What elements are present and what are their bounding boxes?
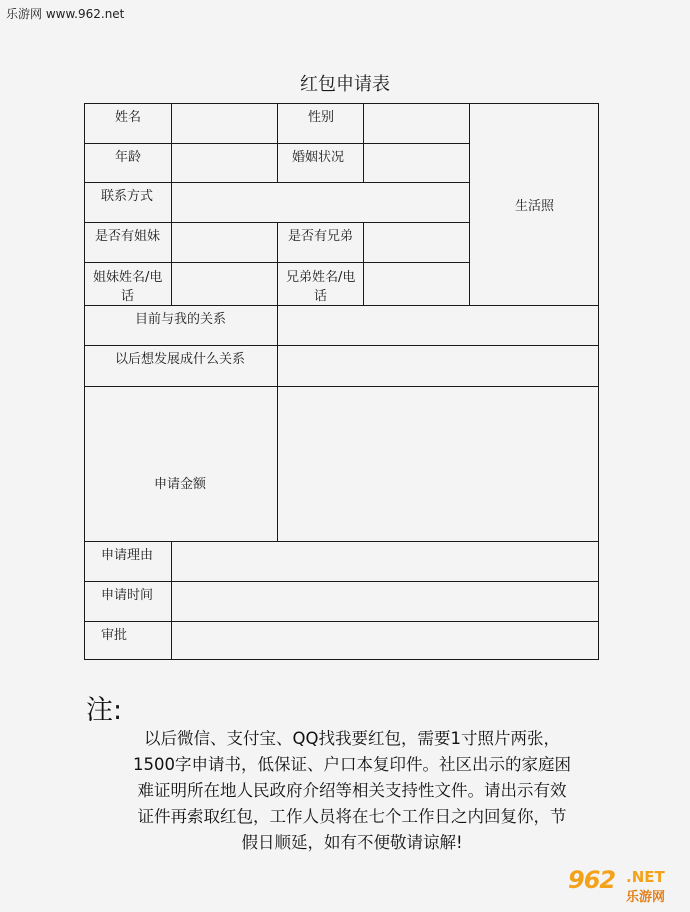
sister-contact-value-cell[interactable] — [171, 262, 277, 305]
name-value-cell[interactable] — [171, 103, 277, 143]
note-line: 难证明所在地人民政府介绍等相关支持性文件。请出示有效 — [137, 781, 567, 800]
note-heading: 注: — [86, 695, 123, 726]
age-value-cell[interactable] — [171, 143, 277, 182]
sister-contact-label-cell — [84, 262, 171, 305]
future-relation-value-cell[interactable] — [277, 345, 599, 386]
approval-label: 审批 — [101, 628, 128, 643]
brother-contact-label-cell — [277, 262, 363, 305]
note-line: 以后微信、支付宝、QQ找我要红包，需要1寸照片两张， — [144, 729, 560, 748]
reason-value-cell[interactable] — [171, 541, 599, 581]
photo-cell[interactable] — [469, 103, 599, 305]
note-body — [82, 726, 622, 856]
contact-label-cell — [84, 182, 171, 222]
future-relation-label-cell — [84, 345, 277, 386]
contact-value-cell[interactable] — [171, 182, 469, 222]
gender-value-cell[interactable] — [363, 103, 469, 143]
marital-label: 婚姻状况 — [292, 150, 345, 165]
site-logo — [564, 864, 682, 906]
form-title: 红包申请表 — [300, 74, 390, 95]
has-brother-value-cell[interactable] — [363, 222, 469, 262]
has-sister-label: 是否有姐妹 — [95, 229, 161, 244]
site-watermark: 乐游网 www.962.net — [6, 7, 125, 21]
approval-value-cell[interactable] — [171, 621, 599, 660]
reason-label-cell — [84, 541, 171, 581]
note-line: 证件再索取红包，工作人员将在七个工作日之内回复你，节 — [137, 807, 567, 826]
time-value-cell[interactable] — [171, 581, 599, 621]
gender-label: 性别 — [308, 110, 335, 125]
contact-label: 联系方式 — [101, 189, 154, 204]
name-label: 姓名 — [115, 110, 142, 125]
amount-value-cell[interactable] — [277, 386, 599, 541]
reason-label: 申请理由 — [101, 548, 154, 563]
name-label-cell — [84, 103, 171, 143]
age-label-cell — [84, 143, 171, 182]
has-sister-value-cell[interactable] — [171, 222, 277, 262]
current-relation-label: 目前与我的关系 — [135, 312, 227, 327]
brother-contact-value-cell[interactable] — [363, 262, 469, 305]
time-label: 申请时间 — [101, 588, 154, 603]
current-relation-value-cell[interactable] — [277, 305, 599, 345]
current-relation-label-cell — [84, 305, 277, 345]
logo-cn-text: 乐游网 — [626, 890, 666, 905]
amount-label-cell — [84, 386, 277, 541]
has-sister-label-cell — [84, 222, 171, 262]
time-label-cell — [84, 581, 171, 621]
note-line: 假日顺延，如有不便敬请谅解! — [241, 833, 463, 852]
sister-contact-label-line2: 话 — [121, 289, 135, 304]
brother-contact-label-line2: 话 — [314, 289, 328, 304]
amount-label: 申请金额 — [153, 476, 206, 492]
note-line: 1500字申请书，低保证、户口本复印件。社区出示的家庭困 — [133, 755, 571, 774]
sister-contact-label-line1: 姐妹姓名/电 — [93, 270, 163, 285]
gender-label-cell — [277, 103, 363, 143]
age-label: 年龄 — [115, 150, 142, 165]
logo-number: 962 — [568, 866, 616, 894]
approval-label-cell — [84, 621, 171, 660]
has-brother-label-cell — [277, 222, 363, 262]
logo-suffix: .NET — [626, 868, 665, 886]
photo-label: 生活照 — [514, 199, 554, 214]
brother-contact-label-line1: 兄弟姓名/电 — [286, 270, 356, 285]
marital-value-cell[interactable] — [363, 143, 469, 182]
marital-label-cell — [277, 143, 363, 182]
has-brother-label: 是否有兄弟 — [288, 229, 354, 244]
future-relation-label: 以后想发展成什么关系 — [115, 352, 246, 367]
